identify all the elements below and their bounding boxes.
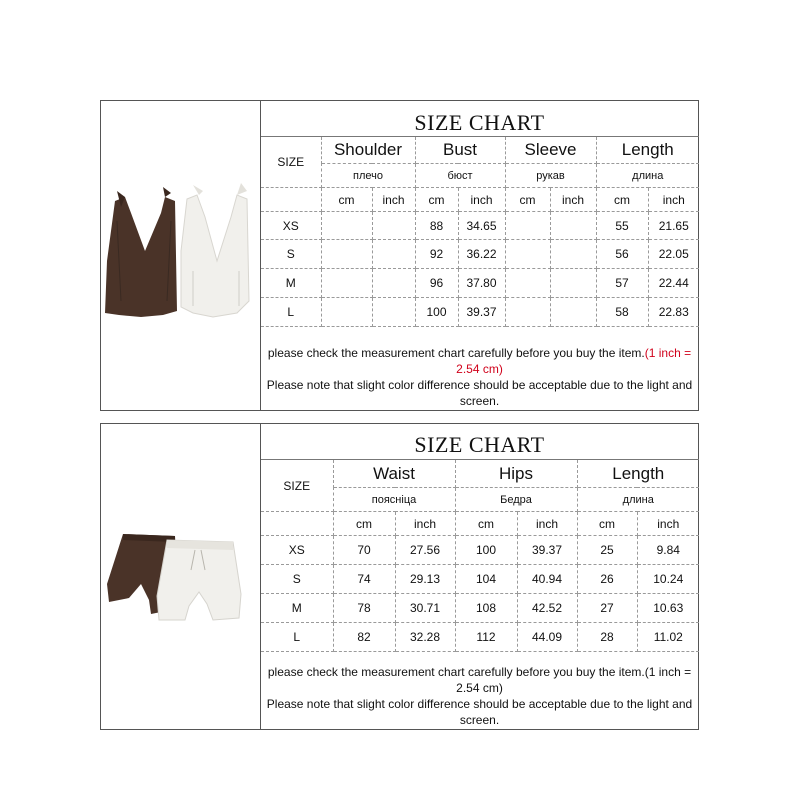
value-cell: 58 [596, 298, 648, 327]
size-cell: XS [261, 536, 333, 565]
value-cell: 36.22 [458, 240, 505, 269]
value-cell: 30.71 [395, 594, 455, 623]
table-row [261, 298, 699, 327]
value-cell [550, 212, 596, 240]
table-row [261, 594, 699, 623]
subheader-sleeve: рукав [505, 164, 596, 188]
value-cell [321, 298, 372, 327]
size-chart-title: SIZE CHART [414, 432, 545, 457]
value-cell: 21.65 [648, 212, 699, 240]
size-cell: S [261, 565, 333, 594]
notes [261, 345, 698, 409]
value-cell: 32.28 [395, 623, 455, 652]
value-cell [505, 269, 550, 298]
value-cell: 82 [333, 623, 395, 652]
measurement-note: please check the measurement chart carefully before you buy the item.(1 inch = 2.54 cm) [267, 665, 692, 695]
bottom-size-chart-panel [100, 423, 699, 730]
unit-cell: cm [321, 188, 372, 212]
value-cell [550, 298, 596, 327]
value-cell: 34.65 [458, 212, 505, 240]
size-cell: XS [261, 212, 321, 240]
size-cell: M [261, 269, 321, 298]
value-cell: 96 [415, 269, 458, 298]
value-cell: 26 [577, 565, 637, 594]
value-cell [372, 212, 415, 240]
header-waist: Waist [333, 460, 455, 488]
value-cell: 70 [333, 536, 395, 565]
value-cell: 11.02 [637, 623, 699, 652]
value-cell: 37.80 [458, 269, 505, 298]
table-row [261, 536, 699, 565]
value-cell: 108 [455, 594, 517, 623]
value-cell: 10.63 [637, 594, 699, 623]
value-cell [321, 240, 372, 269]
size-cell: L [261, 623, 333, 652]
value-cell: 56 [596, 240, 648, 269]
unit-cell: inch [458, 188, 505, 212]
value-cell [550, 269, 596, 298]
unit-cell: cm [415, 188, 458, 212]
value-cell: 40.94 [517, 565, 577, 594]
value-cell: 100 [415, 298, 458, 327]
value-cell: 104 [455, 565, 517, 594]
unit-cell: inch [395, 512, 455, 536]
value-cell [550, 240, 596, 269]
white-shorts-image [157, 540, 241, 620]
vest-tops-photo [101, 101, 261, 410]
value-cell: 27 [577, 594, 637, 623]
value-cell: 88 [415, 212, 458, 240]
value-cell: 112 [455, 623, 517, 652]
value-cell: 9.84 [637, 536, 699, 565]
value-cell: 92 [415, 240, 458, 269]
value-cell: 27.56 [395, 536, 455, 565]
unit-cell: cm [577, 512, 637, 536]
white-vest-image [181, 183, 249, 317]
value-cell: 39.37 [458, 298, 505, 327]
unit-cell: cm [505, 188, 550, 212]
measurement-note-text: please check the measurement chart carefully before you buy the item. [267, 346, 645, 360]
unit-row [261, 512, 699, 536]
value-cell [372, 269, 415, 298]
color-note: Please note that slight color difference should be acceptable due to the light and screen. [266, 378, 693, 408]
conversion-note: (1 inch = 2.54 cm) [456, 346, 692, 376]
table-row [261, 623, 699, 652]
value-cell [505, 212, 550, 240]
header-bust: Bust [415, 137, 505, 164]
value-cell [372, 298, 415, 327]
table-row [261, 565, 699, 594]
unit-cell: inch [550, 188, 596, 212]
size-table [261, 136, 699, 327]
value-cell: 100 [455, 536, 517, 565]
header-shoulder: Shoulder [321, 137, 415, 164]
size-cell: S [261, 240, 321, 269]
value-cell: 78 [333, 594, 395, 623]
size-cell: L [261, 298, 321, 327]
unit-cell: inch [637, 512, 699, 536]
notes [261, 664, 698, 728]
value-cell: 55 [596, 212, 648, 240]
value-cell: 25 [577, 536, 637, 565]
value-cell: 29.13 [395, 565, 455, 594]
brown-vest-image [105, 187, 177, 317]
value-cell [505, 298, 550, 327]
color-note: Please note that slight color difference should be acceptable due to the light and screen. [266, 697, 693, 727]
unit-cell: inch [648, 188, 699, 212]
value-cell: 42.52 [517, 594, 577, 623]
unit-cell: cm [455, 512, 517, 536]
unit-row [261, 188, 699, 212]
unit-cell: inch [517, 512, 577, 536]
header-sleeve: Sleeve [505, 137, 596, 164]
value-cell: 39.37 [517, 536, 577, 565]
header-length: Length [577, 460, 699, 488]
table-row [261, 269, 699, 298]
size-table [261, 459, 699, 652]
value-cell [372, 240, 415, 269]
subheader-bust: бюст [415, 164, 505, 188]
shorts-photo [101, 424, 261, 729]
subheader-length: длина [596, 164, 699, 188]
header-length: Length [596, 137, 699, 164]
unit-cell: inch [372, 188, 415, 212]
value-cell: 57 [596, 269, 648, 298]
value-cell: 28 [577, 623, 637, 652]
measurement-note [261, 345, 698, 377]
unit-cell: cm [333, 512, 395, 536]
size-label: SIZE [261, 137, 321, 188]
size-chart-title: SIZE CHART [414, 110, 545, 135]
value-cell: 22.83 [648, 298, 699, 327]
value-cell [321, 269, 372, 298]
subheader-length: длина [577, 488, 699, 512]
value-cell: 22.44 [648, 269, 699, 298]
subheader-waist: пояснiца [333, 488, 455, 512]
subheader-shoulder: плечо [321, 164, 415, 188]
value-cell: 44.09 [517, 623, 577, 652]
size-label: SIZE [261, 460, 333, 512]
table-row [261, 240, 699, 269]
header-hips: Hips [455, 460, 577, 488]
value-cell: 22.05 [648, 240, 699, 269]
subheader-hips: Бедра [455, 488, 577, 512]
size-cell: M [261, 594, 333, 623]
value-cell [321, 212, 372, 240]
top-size-chart-panel [100, 100, 699, 411]
value-cell: 10.24 [637, 565, 699, 594]
table-row [261, 212, 699, 240]
unit-cell: cm [596, 188, 648, 212]
value-cell: 74 [333, 565, 395, 594]
value-cell [505, 240, 550, 269]
